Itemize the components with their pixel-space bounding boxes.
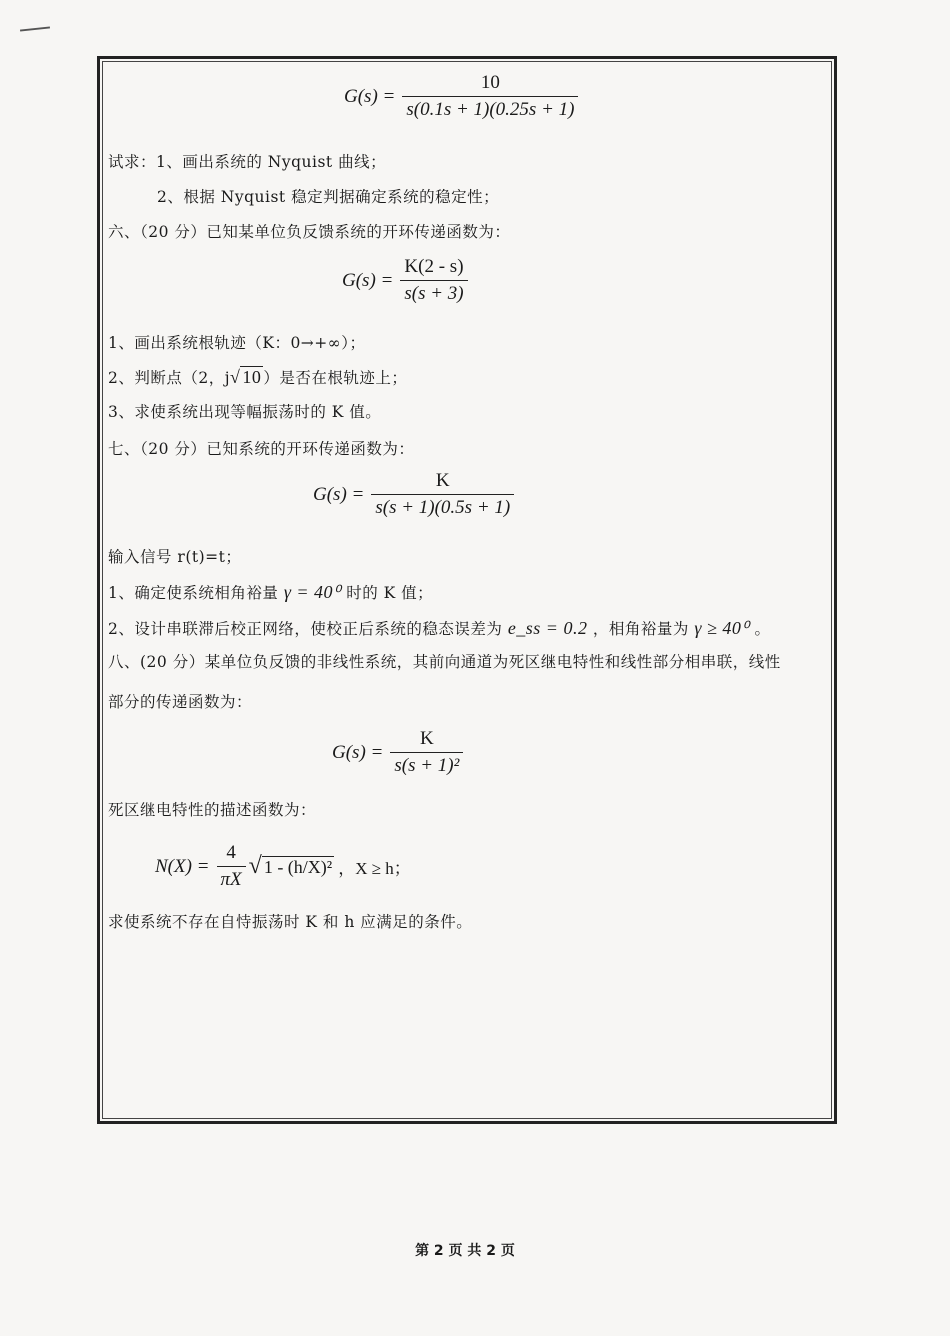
- sqrt-body: 10: [242, 367, 262, 387]
- fraction: [390, 728, 463, 777]
- denominator: πX: [217, 866, 246, 891]
- text: ，相角裕量为: [592, 620, 689, 638]
- q8-df-label: 死区继电特性的描述函数为：: [108, 801, 317, 819]
- text: 2、判断点（2，j: [108, 369, 231, 387]
- text: 1、确定使系统相角裕量: [108, 584, 279, 602]
- eq-lhs: G(s) =: [344, 85, 396, 107]
- fraction: [217, 842, 246, 891]
- numerator: 10: [480, 72, 500, 93]
- q8-heading2: 部分的传递函数为：: [108, 693, 253, 711]
- q8-ask: 求使系统不存在自恃振荡时 K 和 h 应满足的条件。: [108, 913, 473, 931]
- text: ）是否在根轨迹上；: [263, 369, 408, 387]
- denominator: s(s + 3): [400, 280, 467, 305]
- scan-mark: [20, 26, 50, 31]
- equation-nx: [155, 842, 411, 891]
- numerator: K(2 - s): [404, 256, 464, 277]
- eq-lhs: G(s) =: [342, 269, 394, 291]
- eq-lhs: G(s) =: [313, 483, 365, 505]
- fraction: [400, 256, 467, 305]
- sqrt-body: 1 - (h/X)²: [263, 856, 333, 877]
- q5-item2: 2、根据 Nyquist 稳定判据确定系统的稳定性；: [157, 188, 500, 206]
- denominator: s(0.1s + 1)(0.25s + 1): [402, 96, 578, 121]
- equation-g8: [332, 728, 466, 777]
- equation-g7: [313, 470, 517, 519]
- denominator: s(s + 1)²: [390, 752, 463, 777]
- numerator: K: [435, 470, 450, 491]
- sqrt: √ 10: [230, 366, 262, 387]
- q6-item2: [108, 366, 407, 388]
- fraction: [371, 470, 514, 519]
- math: γ ≥ 40⁰: [694, 618, 750, 638]
- numerator: K: [419, 728, 434, 749]
- equation-g6: [342, 256, 471, 305]
- math: γ = 40⁰: [283, 582, 341, 602]
- q6-item3: 3、求使系统出现等幅振荡时的 K 值。: [108, 403, 382, 421]
- q8-heading: 八、(20 分）某单位负反馈的非线性系统，其前向通道为死区继电特性和线性部分相串联，线性: [108, 653, 781, 671]
- eq-lhs: G(s) =: [332, 741, 384, 763]
- eq-lhs: N(X) =: [155, 855, 210, 877]
- q5-ask: 试求：1、画出系统的 Nyquist 曲线；: [108, 153, 387, 171]
- text: 。: [754, 620, 771, 638]
- q7-item1: [108, 581, 433, 603]
- denominator: s(s + 1)(0.5s + 1): [371, 494, 514, 519]
- q6-heading: 六、（20 分）已知某单位负反馈系统的开环传递函数为：: [108, 223, 511, 241]
- q6-item1: 1、画出系统根轨迹（K：0→+∞）；: [108, 334, 366, 352]
- condition: ，X ≥ h；: [338, 859, 411, 878]
- q7-item2: [108, 617, 771, 639]
- sqrt: √ 1 - (h/X)²: [248, 853, 333, 879]
- math: e_ss = 0.2: [507, 618, 588, 638]
- equation-g1: [344, 72, 581, 121]
- fraction: [402, 72, 578, 121]
- page-number: 第 2 页 共 2 页: [415, 1243, 515, 1259]
- text: 2、设计串联滞后校正网络，使校正后系统的稳态误差为: [108, 620, 503, 638]
- q7-heading: 七、（20 分）已知系统的开环传递函数为：: [108, 440, 415, 458]
- q7-input: 输入信号 r(t)=t；: [108, 548, 242, 566]
- numerator: 4: [226, 842, 236, 863]
- text: 时的 K 值；: [346, 584, 434, 602]
